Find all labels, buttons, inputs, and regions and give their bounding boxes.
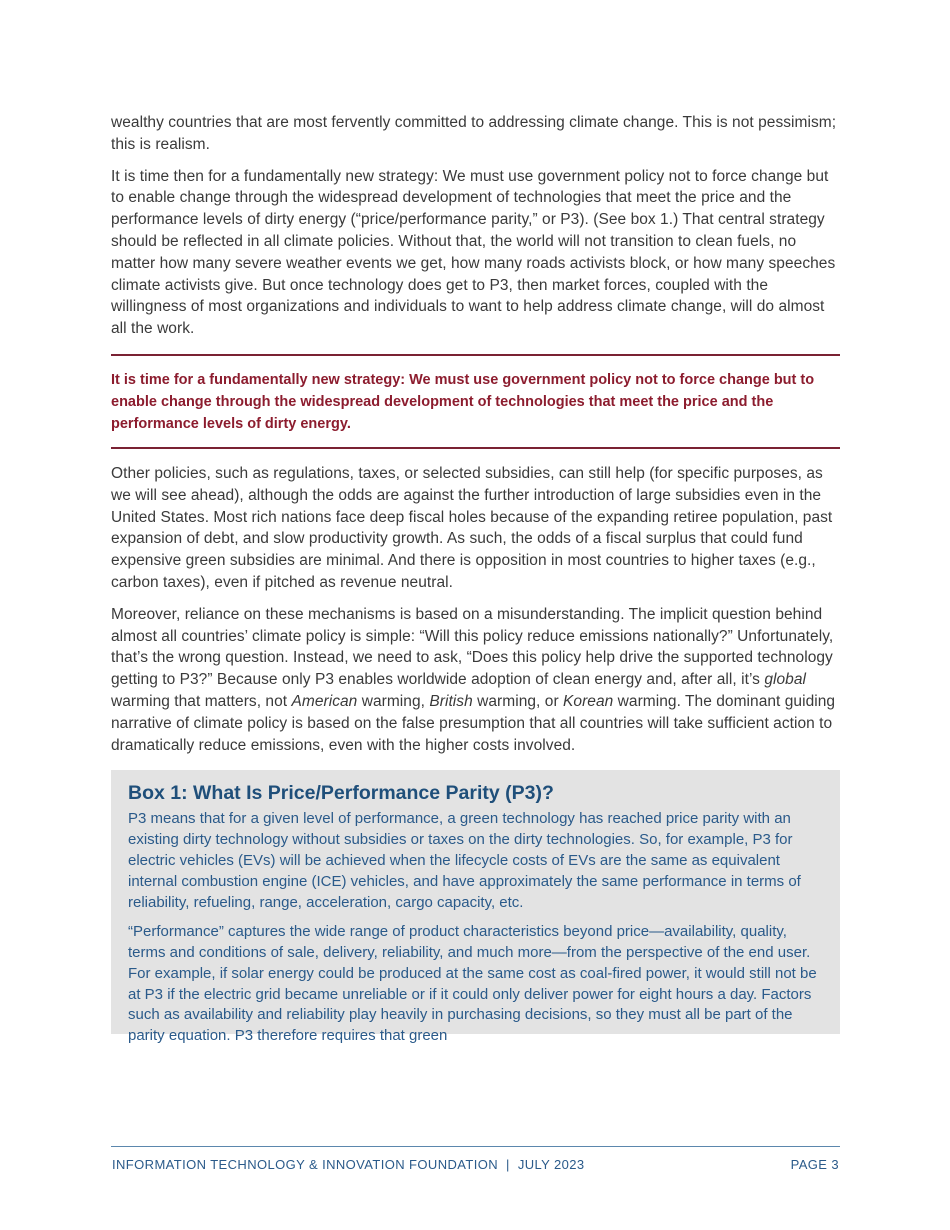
pull-quote xyxy=(111,354,840,449)
body-paragraph-4 xyxy=(111,604,840,757)
page-content xyxy=(111,112,840,1045)
sidebar-box xyxy=(111,770,840,1045)
emphasis-american: American xyxy=(291,692,358,710)
body-paragraph-2: It is time then for a fundamentally new strategy: We must use government policy not to force change but to enable change through the widespread development of technologies that meet the price and the performance levels of dirty energy (“price/performance parity,” or P3). (See box 1.) That central strategy should be reflected in all climate policies. Without that, the world will not transition to clean fuels, no matter how many severe weather events we get, how many roads activists block, or how many speeches climate activists give. But once technology does get to P3, then market forces, coupled with the willingness of most organizations and individuals to want to help address climate change, will do almost all the work. xyxy=(111,167,836,338)
paragraph-4-text-1: Moreover, reliance on these mechanisms is based on a misunderstanding. The implicit question behind almost all countries’ climate policy is simple: “Will this policy reduce emissions nationally?” Unfortunately, that’s the wrong question. Instead, we need to ask, “Does this policy help drive the supported technology getting to P3?” Because only P3 enables worldwide adoption of clean energy and, after all, it’s xyxy=(111,605,834,689)
emphasis-korean: Korean xyxy=(563,692,614,710)
paragraph-4-text-5: warming. The dominant guiding narrative of climate policy is based on the false presumption that all countries will take sufficient action to dramatically reduce emissions, even with the higher costs involved. xyxy=(111,692,836,754)
pull-quote-text: It is time for a fundamentally new strategy: We must use government policy not to force change but to enable change through the widespread development of technologies that meet the price and the performance levels of dirty energy. xyxy=(111,371,815,432)
footer-page-number: PAGE 3 xyxy=(790,1157,839,1172)
footer-publisher xyxy=(112,1157,585,1172)
paragraph-4-text-4: warming, or xyxy=(472,692,564,710)
box-paragraph-1: P3 means that for a given level of performance, a green technology has reached price parity with an existing dirty technology without subsidies or taxes on the dirty technologies. So, for example, P3 for electric vehicles (EVs) will be achieved when the lifecycle costs of EVs are the same as equivalent internal combustion engine (ICE) vehicles, and have approximately the same performance in terms of reliability, refueling, range, acceleration, cargo capacity, etc. xyxy=(128,810,801,911)
body-paragraph-1: wealthy countries that are most fervently committed to addressing climate change. This is not pessimism; this is realism. xyxy=(111,114,837,153)
footer-divider xyxy=(111,1146,840,1147)
emphasis-global: global xyxy=(764,671,807,689)
paragraph-4-text-3: warming, xyxy=(357,692,430,710)
footer-date: JULY 2023 xyxy=(517,1157,585,1172)
footer-org: INFORMATION TECHNOLOGY & INNOVATION FOUNDATION xyxy=(112,1157,499,1172)
box-title: Box 1: What Is Price/Performance Parity (P3)? xyxy=(128,782,554,805)
paragraph-4-text-2: warming that matters, not xyxy=(111,692,292,710)
body-paragraph-3: Other policies, such as regulations, taxes, or selected subsidies, can still help (for specific purposes, as we will see ahead), although the odds are against the further introduction of large subsidies even in the United States. Most rich nations face deep fiscal holes because of the expanding retiree population, past expansion of debt, and slow productivity growth. As such, the odds of a fiscal surplus that could fund expensive green subsidies are minimal. And there is opposition in most countries to higher taxes (e.g., carbon taxes), even if pitched as revenue neutral. xyxy=(111,464,833,591)
footer-separator: | xyxy=(506,1157,510,1172)
box-paragraph-2: “Performance” captures the wide range of product characteristics beyond price—availability, quality, terms and conditions of sale, delivery, reliability, and much more—from the perspective of the end user. For example, if solar energy could be produced at the same cost as coal-fired power, it would still not be at P3 if the electric grid became unreliable or if it could only deliver power for eight hours a day. Factors such as availability and reliability play heavily in purchasing decisions, so they must all be part of the parity equation. P3 therefore requires that green xyxy=(128,922,817,1045)
emphasis-british: British xyxy=(429,692,473,710)
